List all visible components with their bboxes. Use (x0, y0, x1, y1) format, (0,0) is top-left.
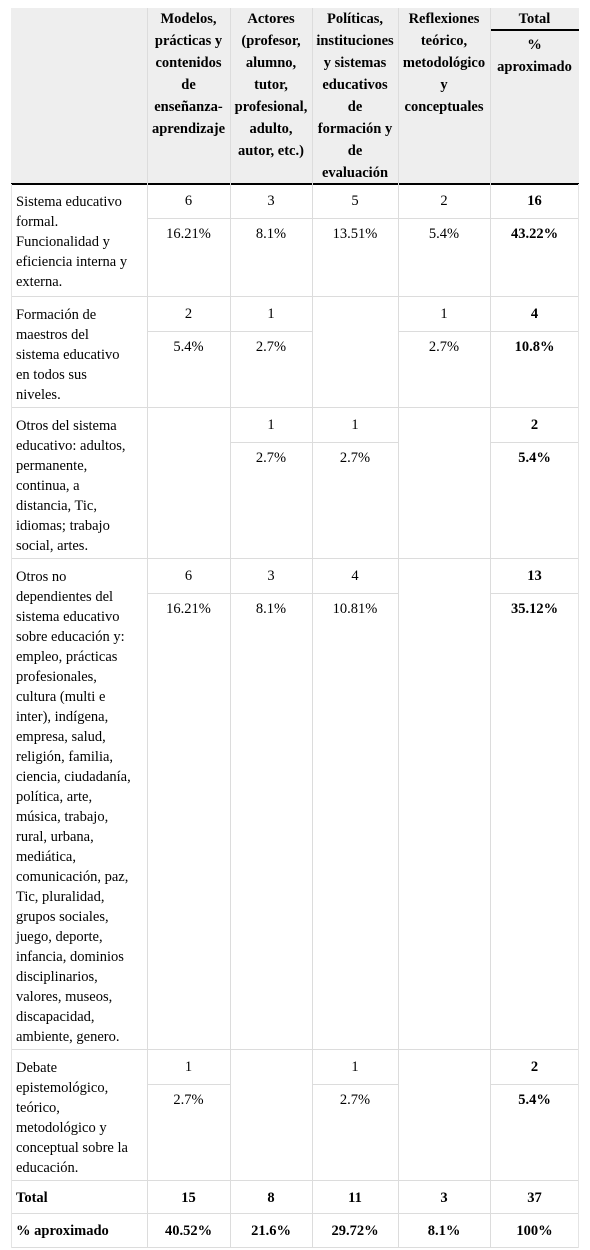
cell-count: 1 (267, 417, 275, 433)
cell-count: 1 (351, 1059, 359, 1075)
cell-percent: 16.21% (166, 226, 211, 242)
table-row (11, 1050, 579, 1181)
category-line: ambiente, genero. (16, 1029, 120, 1045)
category-line: inter), indígena, (16, 709, 109, 725)
cell-count: 1 (440, 306, 448, 322)
category-line: mediática, (16, 849, 76, 865)
category-line: religión, familia, (16, 749, 114, 765)
cell-inner-rule (312, 218, 398, 219)
category-line: Sistema educativo (16, 194, 122, 210)
row-category (16, 416, 144, 556)
cell-inner-rule (230, 442, 312, 443)
category-line: en todos sus (16, 367, 87, 383)
header-line: conceptuales (404, 99, 484, 115)
cell-inner-rule (312, 593, 398, 594)
percent-row-label: % aproximado (16, 1223, 109, 1239)
cell-total: 2 (530, 1059, 539, 1075)
total-row-label: Total (16, 1190, 48, 1206)
table-row (11, 184, 579, 297)
cell-total: 4 (530, 306, 539, 322)
header-line: tutor, (254, 77, 288, 93)
cell-inner-rule (312, 1084, 398, 1085)
cell-inner-rule (312, 442, 398, 443)
column-rule (147, 8, 148, 1248)
cell-inner-rule (147, 331, 230, 332)
category-line: Otros no (16, 569, 67, 585)
category-line: disciplinarios, (16, 969, 98, 985)
header-line: y sistemas (323, 55, 387, 71)
percent-row-value: 29.72% (331, 1223, 379, 1239)
cell-total: 2 (530, 417, 539, 433)
category-line: infancia, dominios (16, 949, 124, 965)
row-category (16, 1058, 144, 1178)
category-line: sistema educativo (16, 347, 120, 363)
header-line: aprendizaje (151, 121, 226, 137)
header-line: de (347, 143, 363, 159)
category-line: grupos sociales, (16, 909, 109, 925)
category-line: música, trabajo, (16, 809, 109, 825)
category-line: empresa, salud, (16, 729, 106, 745)
category-line: metodológico y (16, 1120, 107, 1136)
cell-total: 16 (527, 193, 542, 209)
cell-inner-rule (490, 331, 579, 332)
table-row (11, 408, 579, 559)
cell-total-percent: 10.8% (514, 339, 555, 355)
header-line: instituciones (316, 33, 394, 49)
cell-percent: 5.4% (173, 339, 204, 355)
cell-inner-rule (490, 593, 579, 594)
cell-percent: 2.7% (255, 450, 287, 466)
header-line: formación y (317, 121, 393, 137)
header-line: Modelos, (160, 11, 217, 27)
total-row-value: 3 (440, 1190, 448, 1206)
category-line: educación. (16, 1160, 79, 1176)
row-rule (11, 1247, 579, 1248)
header-cell-1 (147, 8, 230, 184)
cell-total: 13 (527, 568, 542, 584)
percent-row-value: 8.1% (427, 1223, 461, 1239)
header-line: Reflexiones (408, 11, 480, 27)
category-line: dependientes del (16, 589, 114, 605)
column-rule (230, 8, 231, 1248)
cell-inner-rule (490, 218, 579, 219)
category-line: externa. (16, 274, 63, 290)
cell-inner-rule (490, 442, 579, 443)
category-line: distancia, Tic, (16, 498, 97, 514)
cell-inner-rule (147, 1084, 230, 1085)
header-line: de (181, 77, 196, 93)
cell-count: 3 (267, 193, 275, 209)
cell-percent: 2.7% (173, 1092, 204, 1108)
cell-total-percent: 5.4% (518, 1092, 551, 1108)
cell-percent: 8.1% (255, 226, 287, 242)
category-line: Tic, pluralidad, (16, 889, 105, 905)
category-line: rural, urbana, (16, 829, 94, 845)
category-line: sobre educación y: (16, 629, 125, 645)
header-line: evaluación (321, 165, 389, 181)
header-total-underline (490, 29, 579, 31)
table-row (11, 559, 579, 1050)
row-category (16, 305, 144, 405)
cell-count: 1 (184, 1059, 193, 1075)
header-cell-total (490, 8, 579, 184)
cell-inner-rule (490, 1084, 579, 1085)
column-rule (11, 184, 12, 1248)
header-line: prácticas y (154, 33, 223, 49)
category-line: política, arte, (16, 789, 93, 805)
header-line: enseñanza- (154, 99, 223, 115)
cell-total-percent: 35.12% (510, 601, 559, 617)
cell-count: 3 (267, 568, 275, 584)
cell-inner-rule (147, 593, 230, 594)
header-line: de (347, 99, 363, 115)
cell-percent: 5.4% (428, 226, 460, 242)
cell-percent: 2.7% (339, 450, 371, 466)
cell-count: 2 (184, 306, 193, 322)
category-line: maestros del (16, 327, 89, 343)
cell-count: 2 (440, 193, 448, 209)
row-category (16, 192, 144, 292)
category-line: Debate (16, 1060, 58, 1076)
header-pct-line: aproximado (497, 59, 572, 75)
header-line: autor, etc.) (238, 143, 304, 159)
header-line: adulto, (249, 121, 293, 137)
cell-count: 4 (351, 568, 359, 584)
cell-inner-rule (230, 593, 312, 594)
column-rule (490, 8, 491, 1248)
header-cell-4 (398, 8, 490, 184)
header-line: metodológico (402, 55, 486, 71)
total-row-value: 15 (181, 1190, 196, 1206)
header-line: educativos (322, 77, 388, 93)
header-line: alumno, (245, 55, 297, 71)
cell-inner-rule (230, 218, 312, 219)
total-row (11, 1181, 579, 1214)
column-rule (398, 8, 399, 1248)
header-line: profesional, (234, 99, 308, 115)
category-line: idiomas; trabajo (16, 518, 110, 534)
cell-count: 6 (184, 193, 193, 209)
total-row-value: 11 (348, 1190, 362, 1206)
category-line: permanente, (16, 458, 88, 474)
category-line: social, artes. (16, 538, 89, 554)
header-line: Actores (247, 11, 295, 27)
category-line: comunicación, paz, (16, 869, 129, 885)
category-line: continua, a (16, 478, 80, 494)
category-line: discapacidad, (16, 1009, 95, 1025)
percent-row-value: 100% (516, 1223, 553, 1239)
row-category (16, 567, 144, 1047)
category-line: Otros del sistema (16, 418, 117, 434)
category-line: niveles. (16, 387, 61, 403)
column-rule (578, 184, 579, 1248)
cell-count: 1 (267, 306, 275, 322)
category-line: conceptual sobre la (16, 1140, 128, 1156)
header-pct-line: % (527, 37, 542, 53)
header-line: y (440, 77, 448, 93)
cell-percent: 13.51% (332, 226, 378, 242)
cell-count: 1 (351, 417, 359, 433)
category-line: empleo, prácticas (16, 649, 118, 665)
cell-count: 5 (351, 193, 359, 209)
cell-percent: 8.1% (255, 601, 287, 617)
header-line: teórico, (420, 33, 468, 49)
cell-percent: 16.21% (166, 601, 211, 617)
header-line: contenidos (155, 55, 222, 71)
cell-percent: 10.81% (332, 601, 378, 617)
category-line: eficiencia interna y (16, 254, 128, 270)
percent-row-value: 40.52% (164, 1223, 213, 1239)
cell-count: 6 (184, 568, 193, 584)
category-line: formal. (16, 214, 59, 230)
cell-inner-rule (147, 218, 230, 219)
category-line: teórico, (16, 1100, 60, 1116)
category-line: juego, deporte, (16, 929, 103, 945)
column-rule (312, 8, 313, 1248)
total-row-value: 37 (527, 1190, 542, 1206)
category-line: educativo: adultos, (16, 438, 126, 454)
cell-percent: 2.7% (255, 339, 287, 355)
table-row (11, 297, 579, 408)
header-total-label: Total (518, 11, 551, 27)
category-line: ciencia, ciudadanía, (16, 769, 131, 785)
cell-total-percent: 5.4% (518, 450, 551, 466)
percent-row (11, 1214, 579, 1248)
percent-row-value: 21.6% (251, 1223, 291, 1239)
cell-inner-rule (398, 331, 490, 332)
cell-percent: 2.7% (339, 1092, 371, 1108)
header-line: (profesor, (241, 33, 301, 49)
category-line: cultura (multi e (16, 689, 106, 705)
cell-total-percent: 43.22% (510, 226, 559, 242)
category-line: Formación de (16, 307, 97, 323)
category-line: sistema educativo (16, 609, 120, 625)
cell-percent: 2.7% (428, 339, 460, 355)
header-line: Políticas, (327, 11, 383, 27)
header-cell-2 (230, 8, 312, 184)
category-line: profesionales, (16, 669, 97, 685)
cell-inner-rule (230, 331, 312, 332)
cell-inner-rule (398, 218, 490, 219)
category-line: epistemológico, (16, 1080, 109, 1096)
header-cell-3 (312, 8, 398, 184)
total-row-value: 8 (267, 1190, 275, 1206)
category-line: valores, museos, (16, 989, 113, 1005)
category-line: Funcionalidad y (16, 234, 110, 250)
